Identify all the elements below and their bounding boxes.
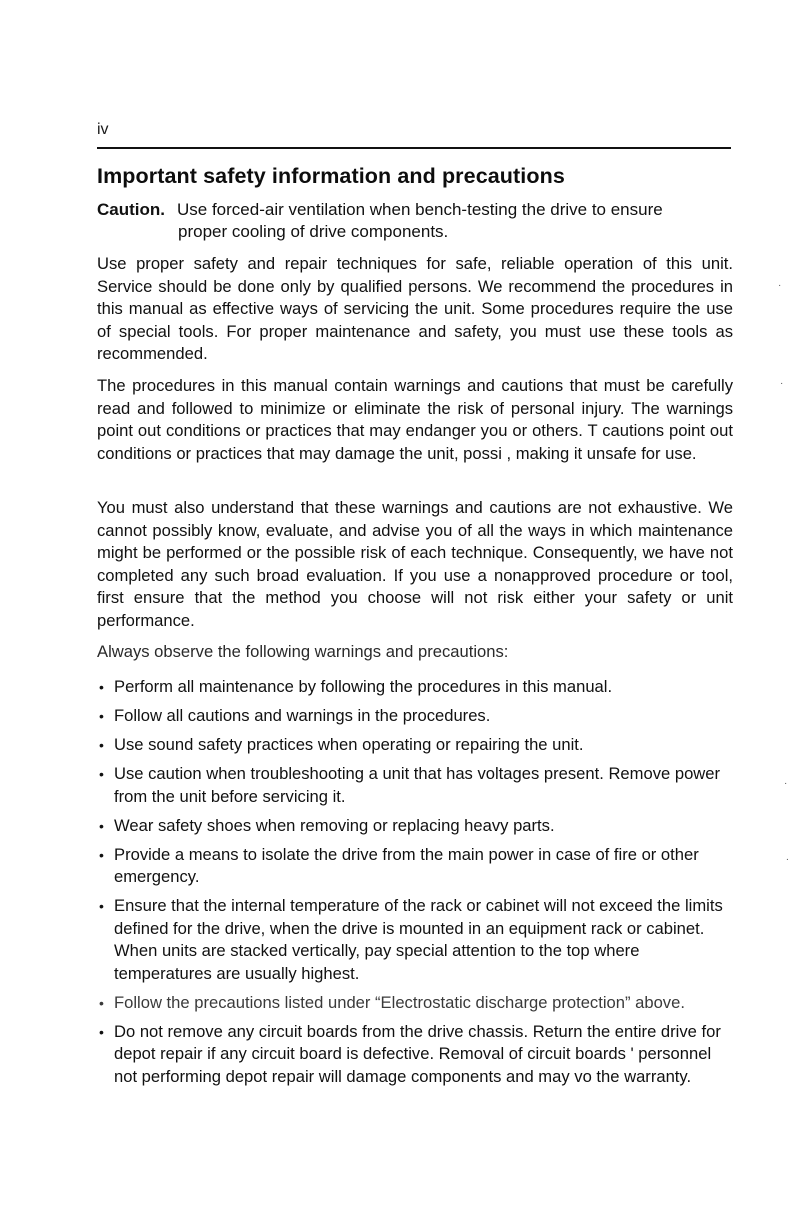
- bullet-icon: •: [99, 679, 104, 695]
- list-item: [97, 734, 733, 757]
- scan-artifact-mark: ·: [784, 778, 788, 789]
- scan-artifact-mark: .: [786, 852, 789, 863]
- bullet-icon: •: [99, 1023, 104, 1040]
- list-item-text: Follow the precautions listed under “Electrostatic discharge protection” above.: [114, 992, 685, 1012]
- list-item-text: Follow all cautions and warnings in the procedures.: [114, 706, 491, 725]
- scan-artifact-mark: ·: [780, 378, 784, 389]
- list-item: [97, 815, 733, 838]
- bullet-icon: •: [99, 898, 104, 914]
- list-item: [97, 844, 733, 889]
- list-item-text: Wear safety shoes when removing or replacing heavy parts.: [114, 815, 555, 835]
- precautions-list: [97, 676, 733, 1095]
- paragraph-warnings-cautions: The procedures in this manual contain warnings and cautions that must be carefully read and followed to minimize or eliminate the risk of personal injury. The warnings point out conditions or practices that may endanger you or others. T cautions point out conditions or practices that may damage the unit, possi , making it unsafe for use.: [97, 376, 733, 463]
- list-item-text: Use sound safety practices when operating or repairing the unit.: [114, 735, 584, 754]
- bullet-icon: •: [99, 737, 104, 753]
- bullet-icon: •: [99, 994, 104, 1011]
- paragraph-not-exhaustive: You must also understand that these warnings and cautions are not exhaustive. We cannot possibly know, evaluate, and advise you of all the ways in which maintenance might be performed or the possible risk of each technique. Consequently, we have not completed any such broad evaluation. If you use a nonapproved procedure or tool, first ensure that the method you choose will not risk either your safety or unit performance.: [97, 498, 733, 630]
- list-item-text: Use caution when troubleshooting a unit that has voltages present. Remove power from the unit before servicing it.: [114, 764, 721, 806]
- caution-label: Caution.: [97, 200, 165, 219]
- list-item-text: Provide a means to isolate the drive from the main power in case of fire or other emergency.: [114, 844, 699, 886]
- paragraph-safety-techniques: Use proper safety and repair techniques for safe, reliable operation of this unit. Service should be done only by qualified persons. We recommend the procedures in this manual as effective ways of servicing the unit. Some procedures require the use of special tools. For proper maintenance and safety, you must use these tools as recommended.: [97, 254, 733, 363]
- list-item: [97, 705, 733, 728]
- list-item: [97, 895, 733, 985]
- caution-note: [97, 199, 731, 243]
- bullet-icon: •: [99, 846, 104, 863]
- list-item: [97, 763, 733, 808]
- bullet-icon: •: [99, 817, 104, 834]
- list-item-text: Perform all maintenance by following the procedures in this manual.: [114, 677, 613, 696]
- header-rule: [97, 147, 731, 149]
- list-item-text: Ensure that the internal temperature of the rack or cabinet will not exceed the limits defined for the drive, when the drive is mounted in an equipment rack or cabinet. When units are stacked vertically, pay special attention to the top where temperatures are usually highest.: [114, 896, 723, 983]
- caution-text-line2: proper cooling of drive components.: [178, 222, 449, 241]
- list-item: [97, 992, 733, 1015]
- bullet-icon: •: [99, 708, 104, 724]
- caution-text-line1: Use forced-air ventilation when bench-testing the drive to ensure: [177, 200, 663, 219]
- list-item: [97, 1021, 733, 1089]
- list-item-text: Do not remove any circuit boards from the drive chassis. Return the entire drive for depot repair if any circuit board is defective. Removal of circuit boards ' personnel not performing depot repair will damage components and may vo the warranty.: [114, 1021, 721, 1086]
- scan-artifact-mark: ·: [778, 280, 782, 291]
- page-number: iv: [97, 121, 109, 138]
- paragraph-always-observe: Always observe the following warnings and precautions:: [97, 642, 509, 661]
- list-item: [97, 676, 733, 699]
- section-title: Important safety information and precautions: [97, 164, 565, 188]
- bullet-icon: •: [99, 766, 104, 782]
